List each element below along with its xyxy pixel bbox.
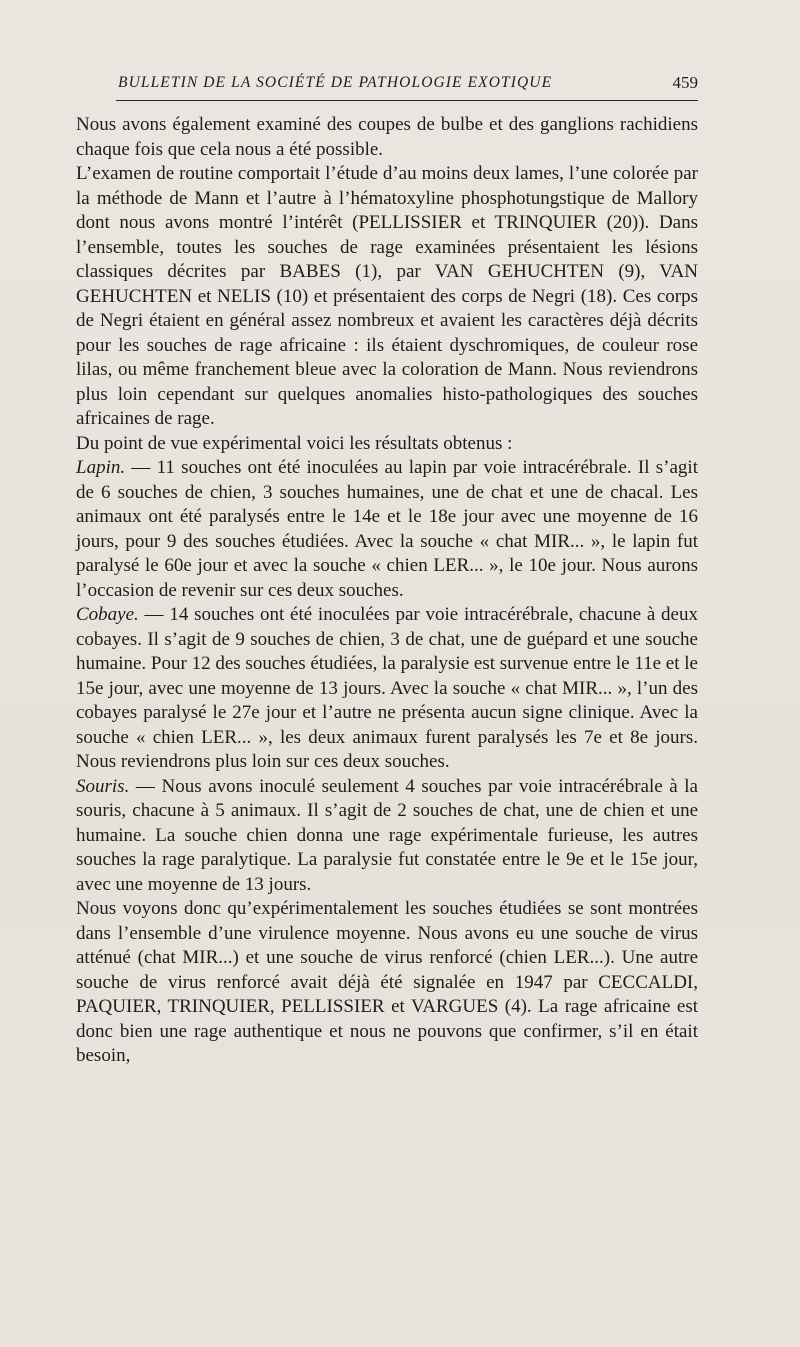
paragraph-lead: Lapin.	[76, 457, 126, 478]
paragraph-souris: Souris. — Nous avons inoculé seulement 4 souches par voie intracérébrale à la souris, chacune à 5 animaux. Il s’agit de 2 souches de chat, une de chien et une humaine. La souche chien donna une rage expérimentale furieuse, les autres souches la rage paralytique. La paralysie fut constatée entre le 9e et le 15e jour, avec une moyenne de 13 jours.	[76, 775, 698, 895]
paragraph: L’examen de routine comportait l’étude d’au moins deux lames, l’une colorée par la méthode de Mann et l’autre à l’hématoxyline phosphotungstique de Mallory dont nous avons montré l’intérêt (PELLISSIER et TRINQUIER (20)). Dans l’ensemble, toutes les souches de rage examinées présentaient les lésions classiques décrites par BABES (1), par VAN GEHUCHTEN (9), VAN GEHUCHTEN et NELIS (10) et présentaient des corps de Negri (18). Ces corps de Negri étaient en général assez nombreux et avaient les caractères déjà décrits pour les souches de rage africaine : ils étaient dyschromiques, de couleur rose lilas, ou même franchement bleue avec la coloration de Mann. Nous reviendrons plus loin cependant sur quelques anomalies histo-pathologiques des souches africaines de rage.	[76, 163, 698, 429]
paragraph-lead: Cobaye.	[76, 604, 139, 625]
body-text	[76, 113, 698, 1069]
paragraph: Nous voyons donc qu’expérimentalement les souches étudiées se sont montrées dans l’ensemble d’une virulence moyenne. Nous avons eu une souche de virus atténué (chat MIR...) et une souche de virus renforcé (chien LER...). Une autre souche de virus renforcé avait déjà été signalée en 1947 par CECCALDI, PAQUIER, TRINQUIER, PELLISSIER et VARGUES (4). La rage africaine est donc bien une rage authentique et nous ne pouvons que confirmer, s’il en était besoin,	[76, 898, 698, 1066]
paragraph-lapin: Lapin. — 11 souches ont été inoculées au lapin par voie intracérébrale. Il s’agit de 6 souches de chien, 3 souches humaines, une de chat et une de chacal. Les animaux ont été paralysés entre le 14e et le 18e jour avec une moyenne de 16 jours, pour 9 des souches étudiées. Avec la souche « chat MIR... », le lapin fut paralysé le 60e jour et avec la souche « chien LER... », le 10e jour. Nous aurons l’occasion de revenir sur ces deux souches.	[76, 457, 698, 601]
header-rule	[116, 100, 698, 101]
page-header	[118, 70, 698, 102]
paragraph: Nous avons également examiné des coupes de bulbe et des ganglions rachidiens chaque fois que cela nous a été possible.	[76, 114, 698, 160]
running-title: BULLETIN DE LA SOCIÉTÉ DE PATHOLOGIE EXOTIQUE	[118, 74, 553, 91]
page-number: 459	[672, 73, 698, 92]
paragraph: Du point de vue expérimental voici les résultats obtenus :	[76, 432, 513, 454]
paragraph-cobaye: Cobaye. — 14 souches ont été inoculées par voie intracérébrale, chacune à deux cobayes. Il s’agit de 9 souches de chien, 3 de chat, une de guépard et une souche humaine. Pour 12 des souches étudiées, la paralysie est survenue entre le 11e et le 15e jour, avec une moyenne de 13 jours. Avec la souche « chat MIR... », l’un des cobayes paralysé le 27e jour et l’autre ne présenta aucun signe clinique. Avec la souche « chien LER... », les deux animaux furent paralysés les 7e et 8e jours. Nous reviendrons plus loin sur ces deux souches.	[76, 604, 698, 772]
paragraph-lead: Souris.	[76, 775, 130, 797]
